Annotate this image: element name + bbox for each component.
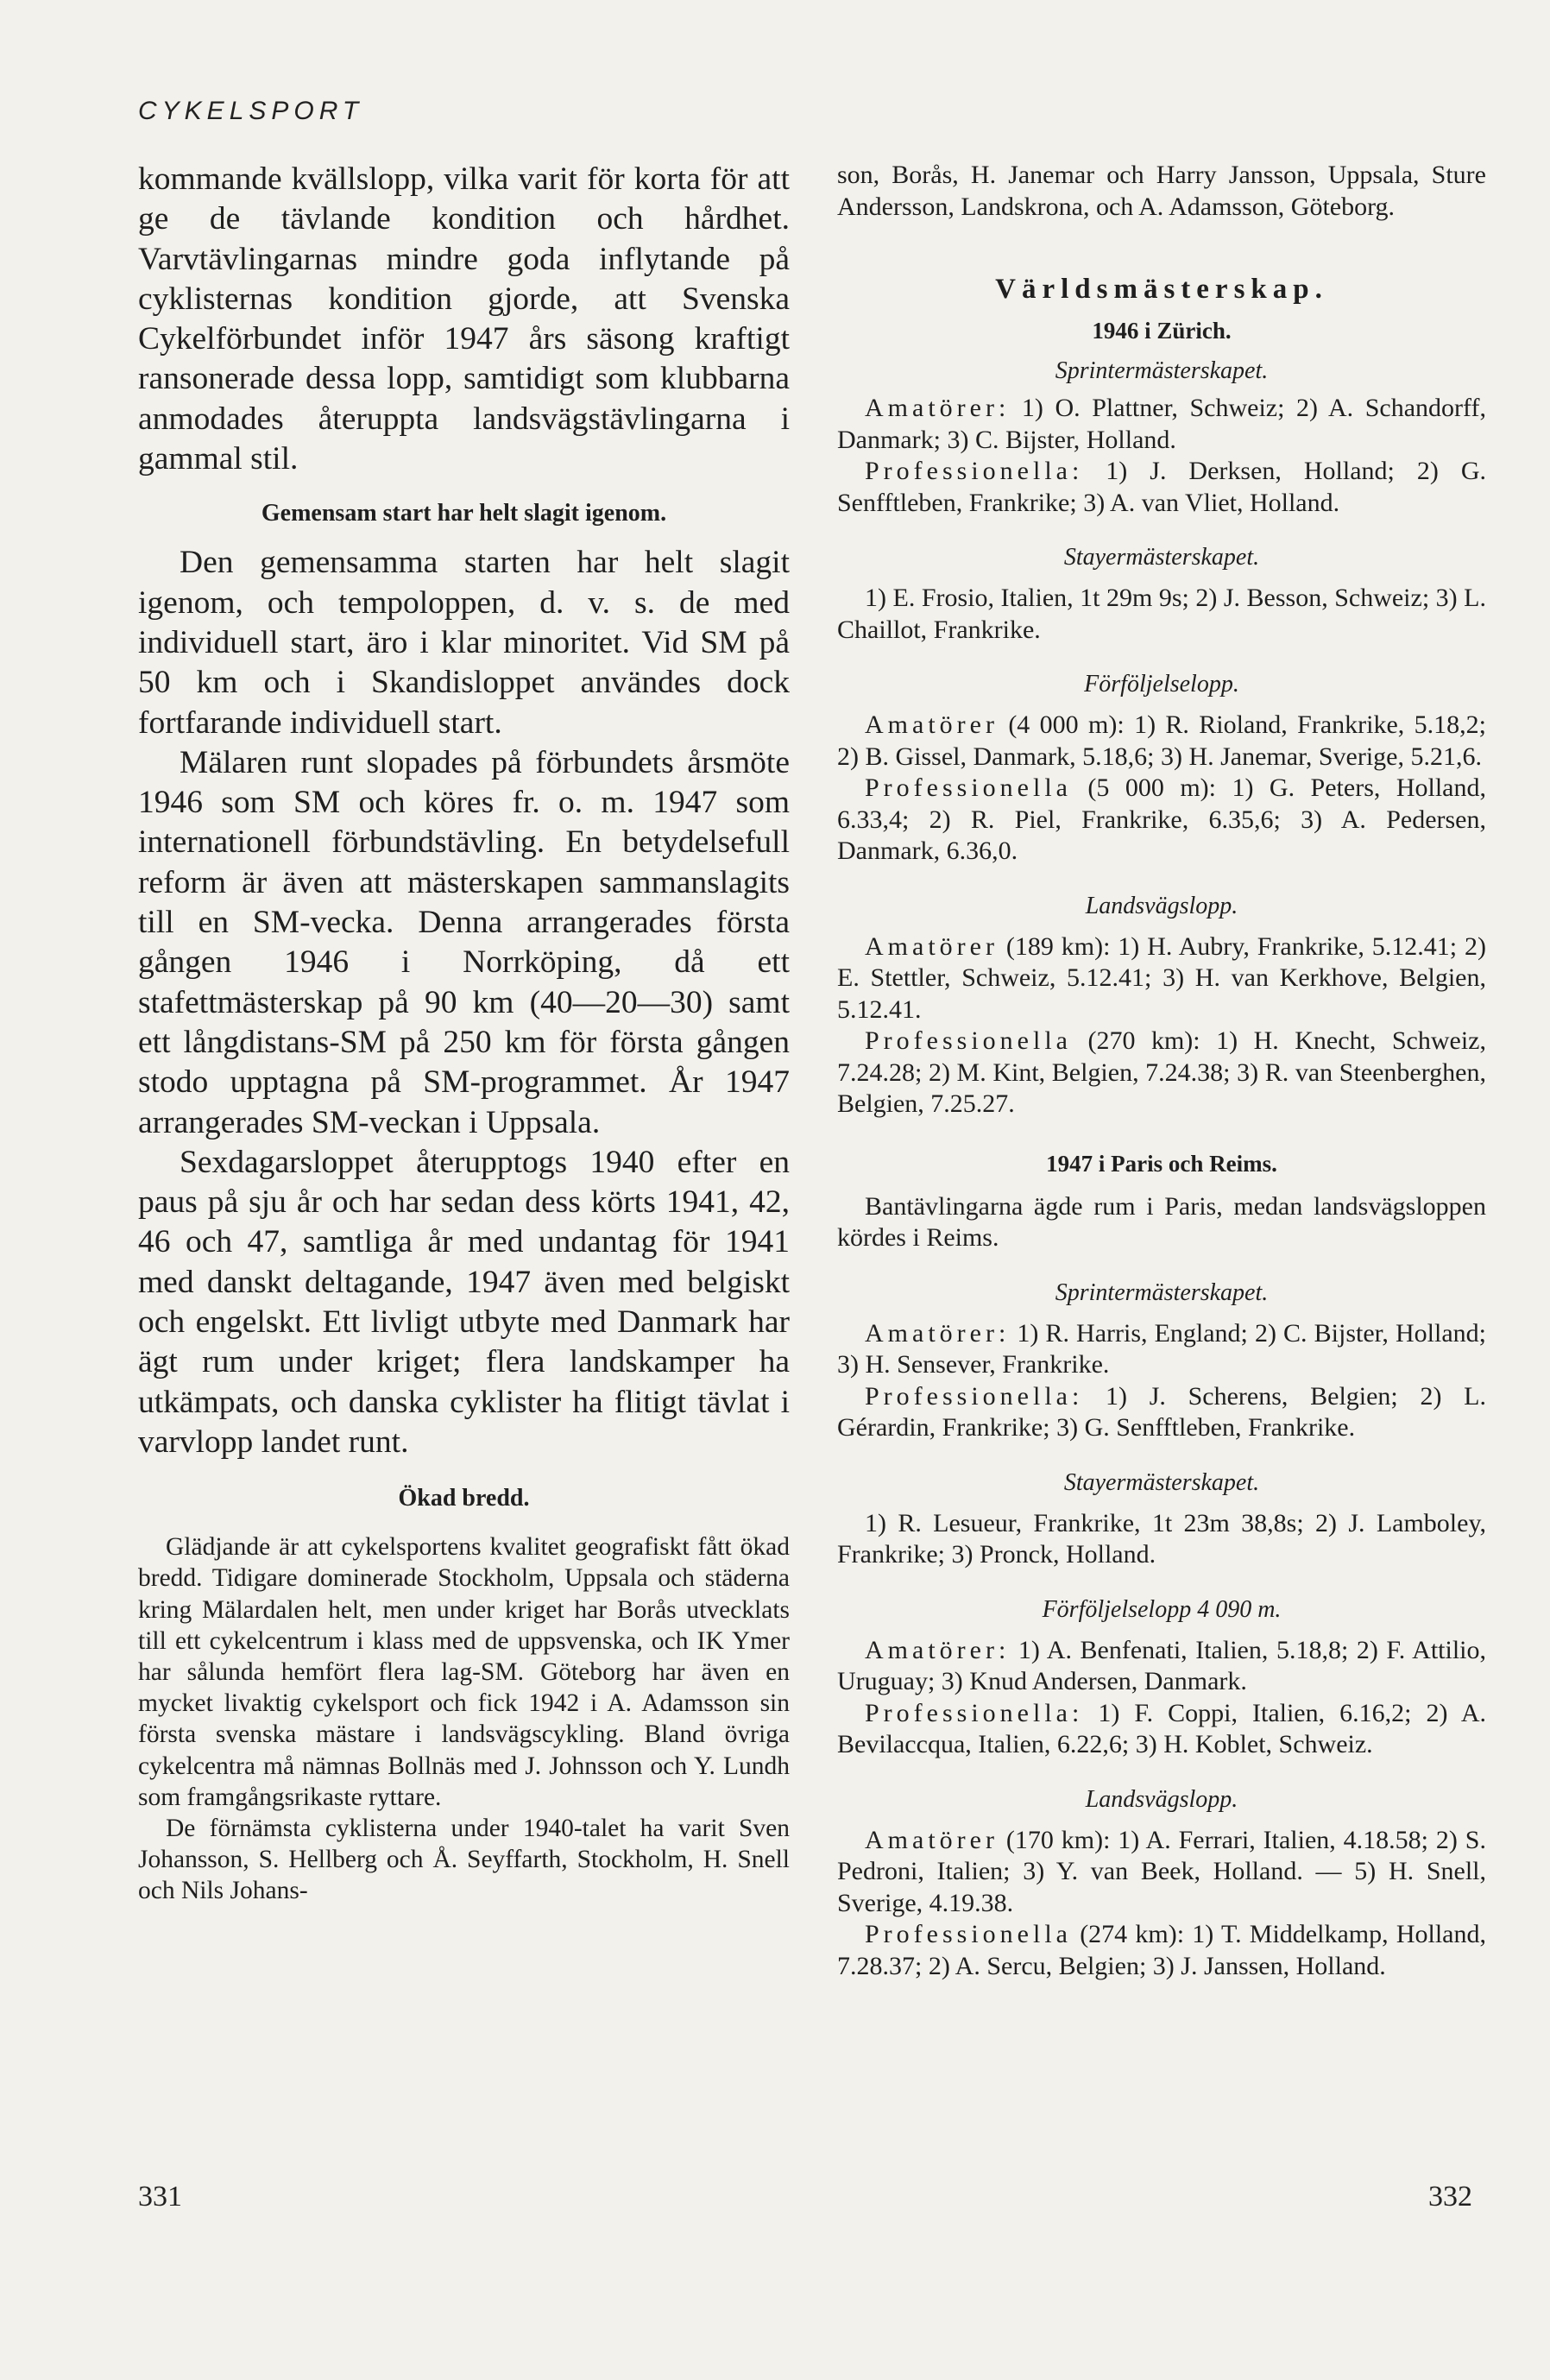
page-number-left: 331 bbox=[138, 2181, 182, 2213]
running-header: CYKELSPORT bbox=[138, 97, 364, 125]
result-entry bbox=[837, 773, 1486, 868]
result-text: 1) A. Benfenati, Italien, 5.18,8; 2) F. Attilio, Uruguay; 3) Knud Andersen, Danmark. bbox=[837, 1635, 1486, 1695]
result-entry bbox=[837, 1919, 1486, 1982]
event-heading: Sprintermästerskapet. bbox=[1055, 1278, 1269, 1306]
paragraph: Den gemensamma starten har helt slagit igenom, och tempoloppen, d. v. s. de med individuell start, äro i klar minoritet. Vid SM på 50 km och i Skandisloppet användes dock fortfarande individuell start. bbox=[138, 545, 790, 741]
result-text: 1) J. Derksen, Holland; 2) G. Senfftleben, Frankrike; 3) A. van Vliet, Holland. bbox=[837, 457, 1486, 517]
paragraph-small: De förnämsta cyklisterna under 1940-talet ha varit Sven Johansson, S. Hellberg och Å. Seyffarth, Stockholm, H. Snell och Nils Johans- bbox=[138, 1815, 790, 1905]
page-number-right: 332 bbox=[1428, 2181, 1472, 2213]
result-entry: 1) R. Lesueur, Frankrike, 1t 23m 38,8s; 2) J. Lamboley, Frankrike; 3) Pronck, Holland. bbox=[837, 1508, 1486, 1569]
event-heading: Stayermästerskapet. bbox=[1063, 544, 1260, 571]
paragraph-small: Glädjande är att cykelsportens kvalitet geografiskt fått ökad bredd. Tidigare dominerade Stockholm, Uppsala och städerna kring Mälardalen helt, men under kriget har Borås utvecklats till ett cykelcentrum i klass med de uppsvenska, och IK Ymer har sålunda hemfört flera lag-SM. Göteborg har även en mycket livaktig cykelsport och fick 1942 i A. Adamsson sin första svenska mästare i landsvägscykling. Bland övriga cykelcentra må nämnas Bollnäs med J. Johnsson och Y. Lundh som framgångsrikaste ryttare. bbox=[138, 1533, 790, 1811]
category-label: Professionella bbox=[865, 1026, 1072, 1055]
category-label: Professionella bbox=[865, 1920, 1072, 1948]
category-label: Amatörer: bbox=[865, 1635, 1011, 1664]
event-heading: Förföljelselopp. bbox=[1084, 671, 1239, 698]
event-heading: Landsvägslopp. bbox=[1085, 892, 1238, 919]
category-label: Amatörer: bbox=[865, 1318, 1011, 1348]
left-column bbox=[138, 160, 790, 1907]
result-entry bbox=[837, 456, 1486, 519]
result-entry: 1) E. Frosio, Italien, 1t 29m 9s; 2) J. Besson, Schweiz; 3) L. Chaillot, Frankrike. bbox=[837, 584, 1486, 644]
year-heading: 1946 i Zürich. bbox=[1092, 318, 1232, 344]
result-text: 1) F. Coppi, Italien, 6.16,2; 2) A. Bevilaccqua, Italien, 6.22,6; 3) H. Koblet, Schweiz. bbox=[837, 1698, 1486, 1758]
category-label: Amatörer bbox=[865, 1825, 999, 1854]
paragraph: kommande kvällslopp, vilka varit för korta för att ge de tävlande kondition och hårdhet. Varvtävlingarnas mindre goda inflytande på cyklisternas kondition gjorde, att Svenska Cykelförbundet inför 1947 års säsong kraftigt ransonerade dessa lopp, samtidigt som klubbarna anmodades återuppta landsvägstävlingarna i gammal stil. bbox=[138, 161, 790, 477]
category-label: Amatörer bbox=[865, 931, 999, 961]
category-label: Professionella: bbox=[865, 457, 1084, 485]
result-text: 1) R. Harris, England; 2) C. Bijster, Holland; 3) H. Sensever, Frankrike. bbox=[837, 1318, 1486, 1379]
result-entry bbox=[837, 1698, 1486, 1761]
result-entry bbox=[837, 1026, 1486, 1121]
result-entry bbox=[837, 1825, 1486, 1920]
result-text: (170 km): 1) A. Ferrari, Italien, 4.18.58; 2) S. Pedroni, Italien; 3) Y. van Beek, Holland. — 5) H. Snell, Sverige, 4.19.38. bbox=[837, 1825, 1486, 1917]
right-column bbox=[837, 160, 1486, 1982]
section-heading: Gemensam start har helt slagit igenom. bbox=[261, 500, 667, 527]
result-entry bbox=[837, 931, 1486, 1026]
result-text: (270 km): 1) H. Knecht, Schweiz, 7.24.28; 2) M. Kint, Belgien, 7.24.38; 3) R. van Steenberghen, Belgien, 7.25.27. bbox=[837, 1026, 1486, 1118]
section-title: Världsmästerskap. bbox=[995, 274, 1328, 305]
result-entry bbox=[837, 393, 1486, 456]
paragraph: Mälaren runt slopades på förbundets årsmöte 1946 som SM och köres fr. o. m. 1947 som internationell förbundstävling. En betydelsefull reform är även att mästerskapen sammanslagits till en SM-vecka. Denna arrangerades första gången 1946 i Norrköping, då ett stafettmästerskap på 90 km (40—20—30) samt ett långdistans-SM på 250 km för första gången stodo upptagna på SM-programmet. År 1947 arrangerades SM-veckan i Uppsala. bbox=[138, 744, 790, 1140]
result-text: (189 km): 1) H. Aubry, Frankrike, 5.12.41; 2) E. Stettler, Schweiz, 5.12.41; 3) H. van Kerkhove, Belgien, 5.12.41. bbox=[837, 931, 1486, 1024]
event-heading: Stayermästerskapet. bbox=[1063, 1468, 1260, 1496]
result-entry bbox=[837, 1635, 1486, 1698]
paragraph: son, Borås, H. Janemar och Harry Jansson, Uppsala, Sture Andersson, Landskrona, och A. Adamsson, Göteborg. bbox=[837, 161, 1486, 221]
category-label: Amatörer: bbox=[865, 394, 1011, 422]
event-heading: Förföljelselopp 4 090 m. bbox=[1042, 1595, 1282, 1623]
result-text: (4 000 m): 1) R. Rioland, Frankrike, 5.18,2; 2) B. Gissel, Danmark, 5.18,6; 3) H. Janemar, Sverige, 5.21,6. bbox=[837, 710, 1486, 771]
result-text: 1) O. Plattner, Schweiz; 2) A. Schandorff, Danmark; 3) C. Bijster, Holland. bbox=[837, 394, 1486, 454]
year-heading: 1947 i Paris och Reims. bbox=[1046, 1150, 1277, 1177]
result-text: (274 km): 1) T. Middelkamp, Holland, 7.28.37; 2) A. Sercu, Belgien; 3) J. Janssen, Holland. bbox=[837, 1920, 1486, 1980]
event-heading: Sprintermästerskapet. bbox=[1055, 357, 1269, 384]
result-entry bbox=[837, 1318, 1486, 1381]
event-heading: Landsvägslopp. bbox=[1085, 1785, 1238, 1813]
paragraph: Bantävlingarna ägde rum i Paris, medan landsvägsloppen kördes i Reims. bbox=[837, 1191, 1486, 1252]
section-heading: Ökad bredd. bbox=[398, 1485, 530, 1512]
result-entry bbox=[837, 1381, 1486, 1444]
category-label: Amatörer bbox=[865, 710, 999, 739]
result-text: 1) J. Scherens, Belgien; 2) L. Gérardin, Frankrike; 3) G. Senfftleben, Frankrike. bbox=[837, 1381, 1486, 1442]
category-label: Professionella: bbox=[865, 1698, 1084, 1727]
result-entry bbox=[837, 710, 1486, 773]
result-text: (5 000 m): 1) G. Peters, Holland, 6.33,4; 2) R. Piel, Frankrike, 6.35,6; 3) A. Pedersen, Danmark, 6.36,0. bbox=[837, 773, 1486, 865]
category-label: Professionella bbox=[865, 773, 1072, 802]
category-label: Professionella: bbox=[865, 1381, 1084, 1411]
paragraph: Sexdagarsloppet återupptogs 1940 efter en paus på sju år och har sedan dess körts 1941, 42, 46 och 47, samtliga år med undantag för 1941 med danskt deltagande, 1947 även med belgiskt och engelskt. Ett livligt utbyte med Danmark har ägt rum under kriget; flera landskamper ha utkämpats, och danska cyklister ha flitigt tävlat i varvlopp landet runt. bbox=[138, 1144, 790, 1460]
